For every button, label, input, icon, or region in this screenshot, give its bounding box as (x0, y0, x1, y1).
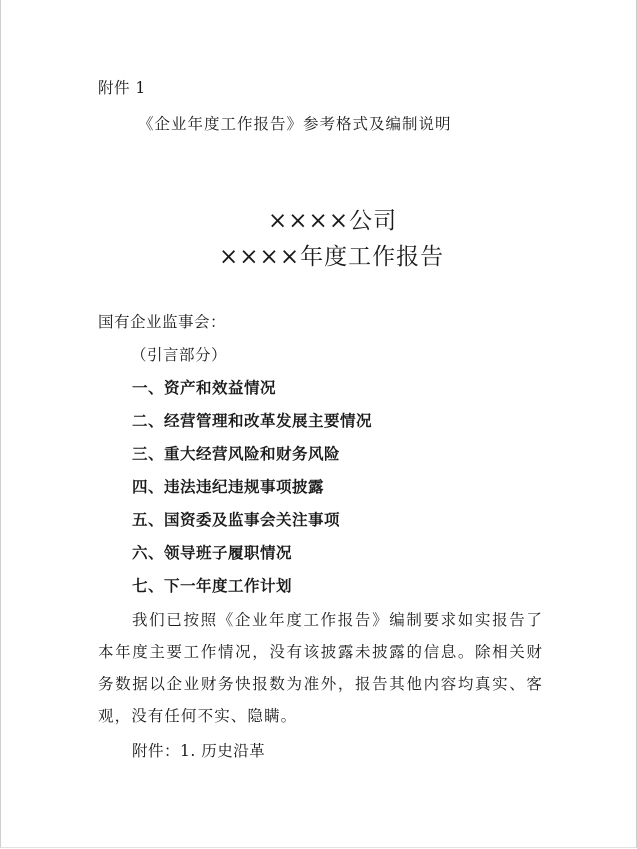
section-heading-1: 一、资产和效益情况 (132, 379, 277, 397)
intro-note: （引言部分） (131, 346, 228, 364)
section-heading-7: 七、下一年度工作计划 (132, 577, 293, 595)
section-heading-3: 三、重大经营风险和财务风险 (132, 445, 341, 463)
section-heading-6: 六、领导班子履职情况 (132, 544, 293, 562)
section-heading-5: 五、国资委及监事会关注事项 (132, 511, 341, 529)
document-title: 《企业年度工作报告》参考格式及编制说明 (138, 115, 452, 133)
section-heading-4: 四、违法违纪违规事项披露 (132, 478, 325, 496)
attachment-label: 附件 1 (98, 79, 146, 97)
report-title: ××××年度工作报告 (219, 244, 445, 270)
closing-paragraph: 我们已按照《企业年度工作报告》编制要求如实报告了本年度主要工作情况，没有该披露未披露的信息。除相关财务数据以企业财务快报数为准外，报告其他内容均真实、客观，没有任何不实、隐瞒。 (98, 611, 543, 725)
company-name: ××××公司 (268, 208, 398, 234)
attachments-list: 附件：1. 历史沿革 (132, 742, 266, 760)
salutation: 国有企业监事会： (98, 313, 227, 331)
section-heading-2: 二、经营管理和改革发展主要情况 (132, 412, 373, 430)
